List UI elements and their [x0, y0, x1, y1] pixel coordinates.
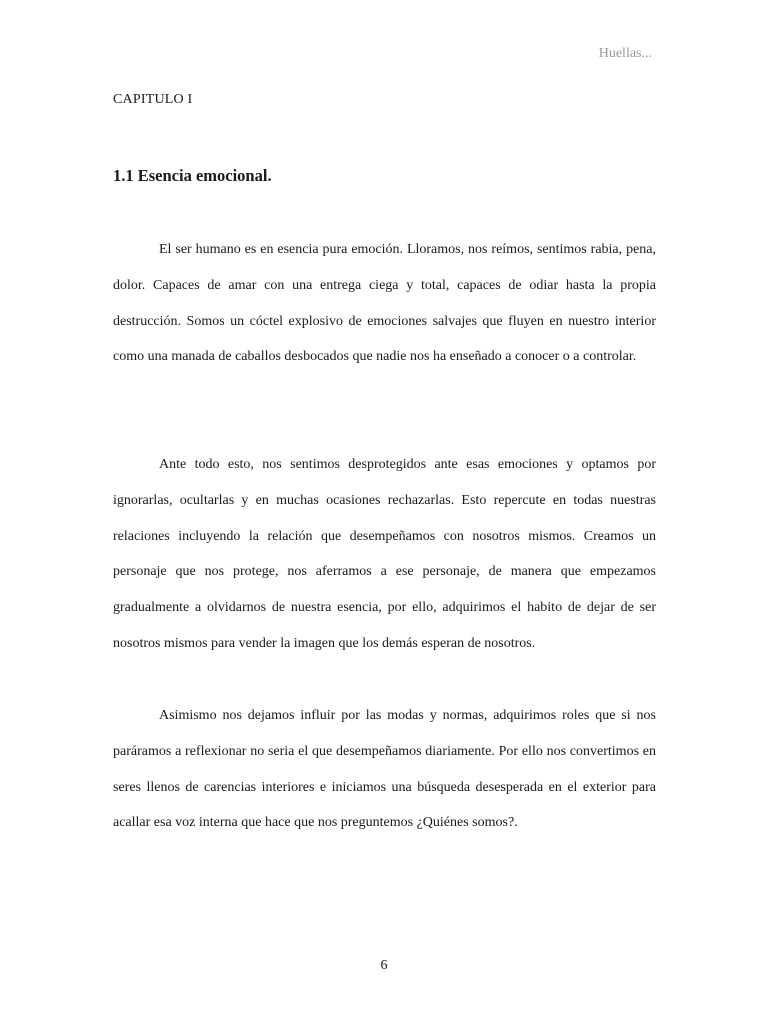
section-title: 1.1 Esencia emocional.	[113, 166, 272, 185]
chapter-heading: CAPITULO I	[113, 92, 193, 107]
paragraph: Ante todo esto, nos sentimos desprotegidos ante esas emociones y optamos por ignorarlas, ocultarlas y en muchas ocasiones rechazarlas. Esto repercute en todas nuestras relaciones incluyendo la relación que desempeñamos con nosotros mismos. Creamos un personaje que nos protege, nos aferramos a ese personaje, de manera que empezamos gradualmente a olvidarnos de nuestra esencia, por ello, adquirimos el habito de dejar de ser nosotros mismos para vender la imagen que los demás esperan de nosotros.	[113, 457, 656, 651]
paragraph: Asimismo nos dejamos influir por las modas y normas, adquirimos roles que si nos paráramos a reflexionar no seria el que desempeñamos diariamente. Por ello nos convertimos en seres llenos de carencias interiores e iniciamos una búsqueda desesperada en el exterior para acallar esa voz interna que hace que nos preguntemos ¿Quiénes somos?.	[113, 708, 656, 831]
page-number: 6	[380, 958, 388, 973]
running-header: Huellas...	[598, 46, 652, 61]
paragraph: El ser humano es en esencia pura emoción. Lloramos, nos reímos, sentimos rabia, pena, dolor. Capaces de amar con una entrega ciega y total, capaces de odiar hasta la propia destrucción. Somos un cóctel explosivo de emociones salvajes que fluyen en nuestro interior como una manada de caballos desbocados que nadie nos ha enseñado a conocer o a controlar.	[113, 242, 656, 365]
